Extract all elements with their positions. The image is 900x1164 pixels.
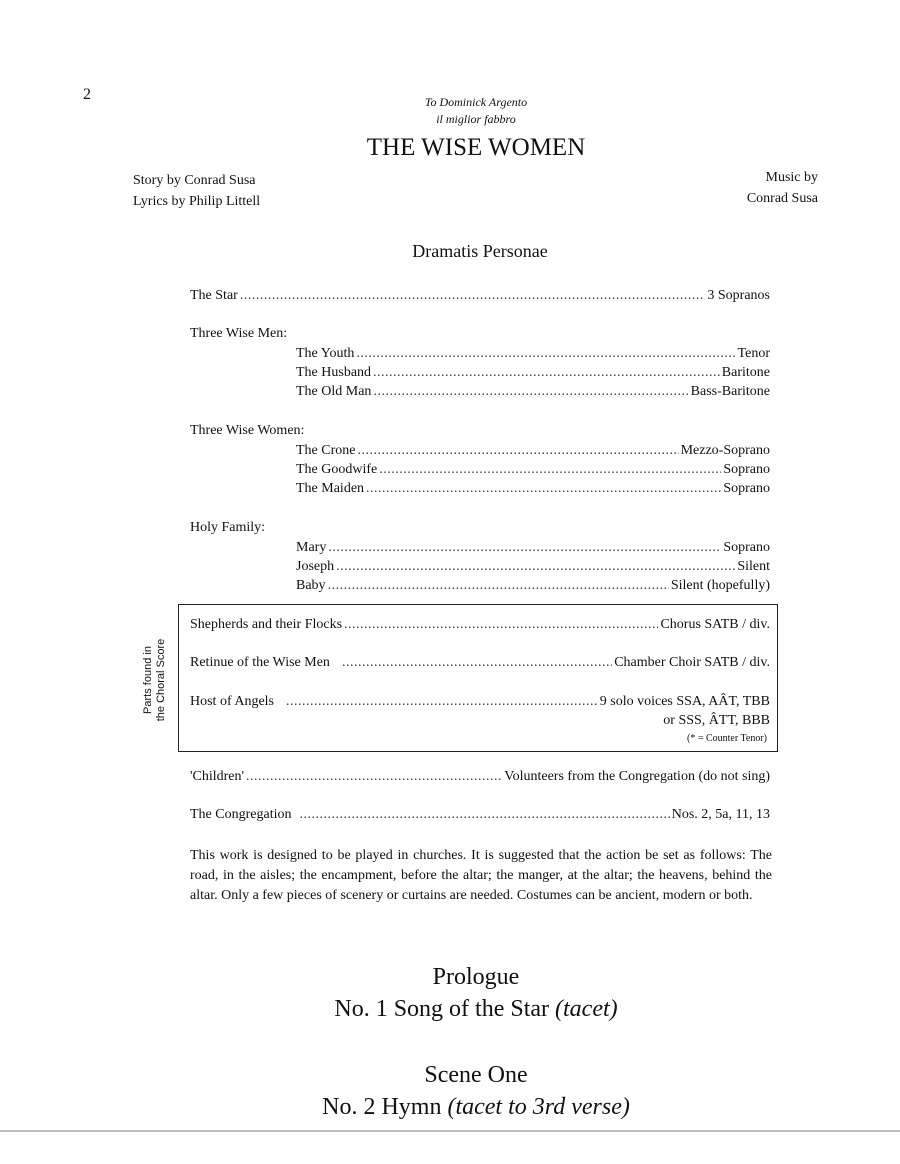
leader-dots bbox=[246, 768, 502, 786]
group-heading-wise-women: Three Wise Women: bbox=[190, 423, 305, 438]
cast-row bbox=[296, 539, 770, 557]
voice-type: 3 Sopranos bbox=[707, 288, 770, 303]
page-edge-line bbox=[0, 1130, 900, 1132]
leader-dots bbox=[336, 558, 735, 576]
leader-dots bbox=[240, 287, 706, 305]
leader-dots bbox=[373, 383, 688, 401]
scene-one-heading: Scene One bbox=[424, 1062, 528, 1088]
role-name: The Star bbox=[190, 288, 238, 303]
cast-row-children bbox=[190, 768, 770, 786]
dedication-line-2: il miglior fabbro bbox=[436, 112, 516, 126]
cast-row-shepherds bbox=[190, 616, 770, 634]
tacet-direction: (tacet to 3rd verse) bbox=[447, 1094, 630, 1120]
leader-dots bbox=[328, 577, 669, 595]
voice-type: 9 solo voices SSA, AÂT, TBB bbox=[599, 694, 770, 709]
group-heading-holy-family: Holy Family: bbox=[190, 520, 266, 535]
voice-type: Tenor bbox=[737, 346, 770, 361]
role-name: Joseph bbox=[296, 559, 335, 574]
leader-dots bbox=[357, 442, 678, 460]
role-name: Mary bbox=[296, 540, 327, 555]
role-name: Host of Angels bbox=[190, 694, 274, 709]
angels-alt-voices: or SSS, ÂTT, BBB bbox=[663, 713, 770, 728]
role-name: The Goodwife bbox=[296, 462, 378, 477]
credits-right bbox=[747, 167, 818, 209]
leader-dots bbox=[356, 345, 735, 363]
role-name: The Congregation bbox=[190, 807, 292, 822]
role-name: 'Children' bbox=[190, 769, 245, 784]
page-title: THE WISE WOMEN bbox=[366, 134, 586, 161]
voice-type: Silent (hopefully) bbox=[670, 578, 770, 593]
music-credit-name: Conrad Susa bbox=[746, 191, 818, 206]
cast-row-retinue bbox=[190, 654, 770, 672]
role-name: The Maiden bbox=[296, 481, 365, 496]
music-credit-label: Music by bbox=[765, 170, 818, 185]
voice-type: Baritone bbox=[721, 365, 770, 380]
prologue-number bbox=[0, 996, 900, 1023]
credits-left bbox=[133, 170, 260, 212]
dedication-line-1: To Dominick Argento bbox=[424, 95, 528, 109]
voice-type: Soprano bbox=[723, 462, 770, 477]
voice-type: Chorus SATB / div. bbox=[660, 617, 770, 632]
cast-row bbox=[296, 364, 770, 382]
voice-type: Mezzo-Soprano bbox=[680, 443, 770, 458]
leader-dots bbox=[379, 461, 721, 479]
cast-row bbox=[296, 558, 770, 576]
page-number: 2 bbox=[83, 86, 91, 103]
number-title: No. 1 Song of the Star bbox=[334, 996, 550, 1022]
cast-row bbox=[296, 480, 770, 498]
cast-row bbox=[296, 345, 770, 363]
cast-row-congregation bbox=[190, 806, 770, 824]
cast-row bbox=[296, 461, 770, 479]
voice-type: Bass-Baritone bbox=[690, 384, 770, 399]
voice-type: Soprano bbox=[723, 540, 770, 555]
role-name: Shepherds and their Flocks bbox=[190, 617, 343, 632]
choral-side-label bbox=[142, 600, 168, 760]
staging-paragraph: This work is designed to be played in churches. It is suggested that the action be set as follows: The road, in the aisles; the encampment, before the altar; the manger, at the altar; the heavens, behind the altar. Only a few pieces of scenery or curtains are needed. Costumes can be ancient, modern or both. bbox=[190, 848, 772, 903]
number-title: No. 2 Hymn bbox=[322, 1094, 442, 1120]
role-name: The Old Man bbox=[296, 384, 372, 399]
tacet-direction: (tacet) bbox=[555, 996, 618, 1022]
group-heading-wise-men: Three Wise Men: bbox=[190, 326, 288, 341]
cast-row bbox=[296, 383, 770, 401]
leader-dots bbox=[373, 364, 720, 382]
leader-dots bbox=[366, 480, 721, 498]
story-credit: Story by Conrad Susa bbox=[133, 173, 256, 188]
counter-tenor-note: (* = Counter Tenor) bbox=[686, 733, 767, 744]
role-name: Retinue of the Wise Men bbox=[190, 655, 330, 670]
role-name: Baby bbox=[296, 578, 326, 593]
role-name: The Youth bbox=[296, 346, 355, 361]
leader-dots bbox=[342, 654, 612, 672]
cast-row-angels bbox=[190, 693, 770, 711]
prologue-heading: Prologue bbox=[432, 964, 520, 990]
scene-one-number bbox=[0, 1094, 900, 1121]
voice-type: Soprano bbox=[723, 481, 770, 496]
leader-dots bbox=[344, 616, 658, 634]
dramatis-heading: Dramatis Personae bbox=[412, 241, 548, 261]
voice-type: Chamber Choir SATB / div. bbox=[614, 655, 770, 670]
leader-dots bbox=[286, 693, 598, 711]
role-name: The Husband bbox=[296, 365, 372, 380]
voice-type: Volunteers from the Congregation (do not sing) bbox=[504, 769, 770, 784]
leader-dots bbox=[299, 806, 669, 824]
side-label-line-2: the Choral Score bbox=[155, 638, 167, 722]
voice-type: Nos. 2, 5a, 11, 13 bbox=[671, 807, 770, 822]
leader-dots bbox=[328, 539, 721, 557]
cast-row-star bbox=[190, 287, 770, 305]
side-label-line-1: Parts found in bbox=[142, 646, 154, 714]
cast-row bbox=[296, 577, 770, 595]
lyrics-credit: Lyrics by Philip Littell bbox=[133, 194, 261, 209]
voice-type: Silent bbox=[737, 559, 770, 574]
role-name: The Crone bbox=[296, 443, 356, 458]
cast-row bbox=[296, 442, 770, 460]
